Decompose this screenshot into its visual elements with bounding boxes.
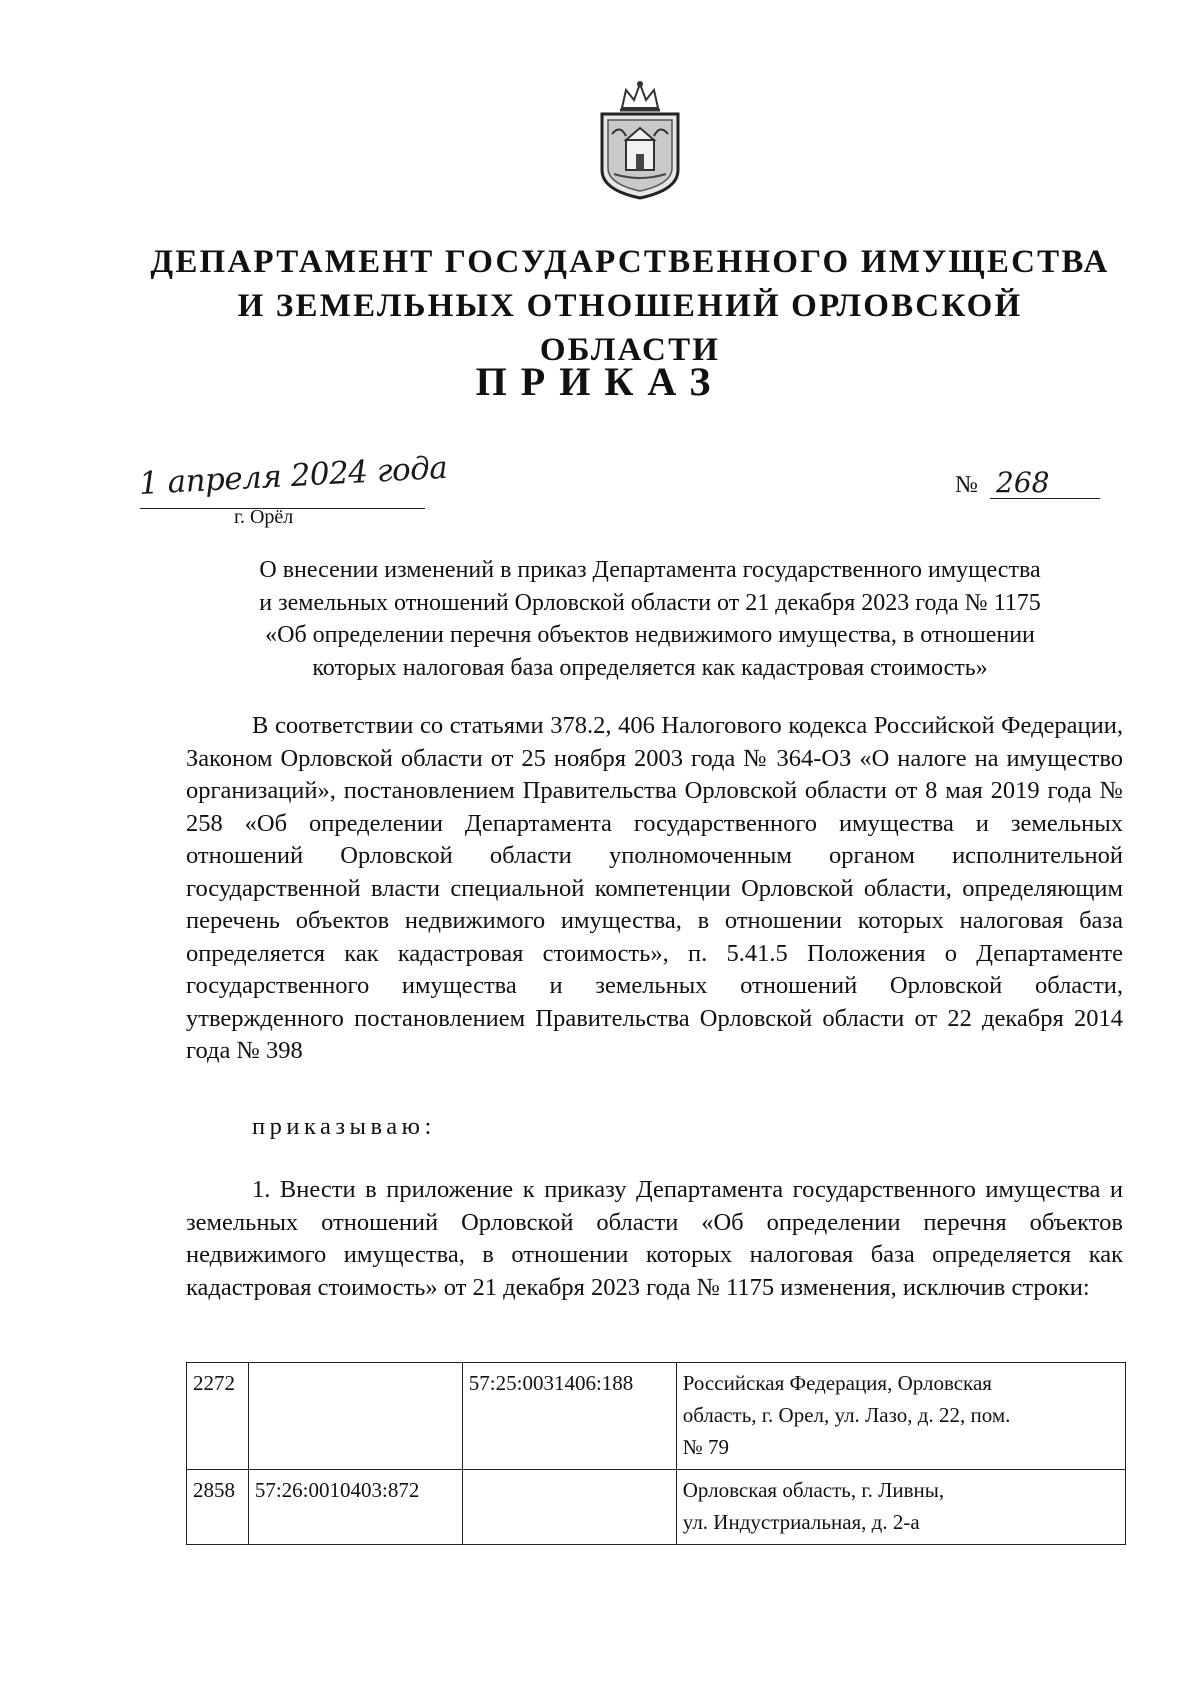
excluded-rows-table — [186, 1362, 1126, 1545]
subject-line: «Об определении перечня объектов недвижимого имущества, в отношении — [265, 622, 1035, 648]
address-line: Орловская область, г. Ливны, — [682, 1478, 945, 1502]
department-name-line2: И ЗЕМЕЛЬНЫХ ОТНОШЕНИЙ ОРЛОВСКОЙ ОБЛАСТИ — [237, 288, 1023, 368]
subject-line: О внесении изменений в приказ Департамента государственного имущества — [259, 557, 1041, 583]
address-cell — [676, 1363, 1125, 1470]
handwritten-number: 268 — [996, 466, 1050, 499]
point-1-paragraph: 1. Внести в приложение к приказу Департамента государственного имущества и земельных отношений Орловской области «Об определении перечня объектов недвижимого имущества, в отношении которых налоговая база определяется как кадастровая стоимость» от 21 декабря 2023 года № 1175 изменения, исключив строки: — [186, 1176, 1123, 1301]
address-line: Российская Федерация, Орловская — [682, 1371, 992, 1395]
table-row — [187, 1363, 1126, 1470]
building-cadastral-cell — [248, 1363, 462, 1470]
premise-cadastral-cell: 57:25:0031406:188 — [462, 1363, 676, 1470]
document-type-title: ПРИКАЗ — [475, 359, 725, 404]
address-line: область, г. Орел, ул. Лазо, д. 22, пом. — [682, 1403, 1011, 1427]
department-name-line1: ДЕПАРТАМЕНТ ГОСУДАРСТВЕННОГО ИМУЩЕСТВА — [150, 244, 1110, 280]
address-cell — [676, 1470, 1125, 1545]
subject-line: и земельных отношений Орловской области от 21 декабря 2023 года № 1175 — [259, 589, 1041, 616]
order-subject — [170, 554, 1130, 684]
premise-cadastral-cell — [462, 1470, 676, 1545]
subject-line: которых налоговая база определяется как кадастровая стоимость» — [312, 654, 988, 681]
city-label: г. Орёл — [234, 506, 294, 528]
address-line: № 79 — [682, 1435, 730, 1459]
table-row — [187, 1470, 1126, 1545]
preamble-paragraph: В соответствии со статьями 378.2, 406 Налогового кодекса Российской Федерации, Законом Орловской области от 25 ноября 2003 года № 364-ОЗ «О налоге на имущество организаций», постановлением Правительства Орловской области от 8 мая 2019 года № 258 «Об определении Департамента государственного имущества и земельных отношений Орловской области уполномоченным органом исполнительной государственной власти специальной компетенции Орловской области, определяющим перечень объектов недвижимого имущества, в отношении которых налоговая база определяется как кадастровая стоимость», п. 5.41.5 Положения о Департаменте государственного имущества и земельных отношений Орловской области, утвержденного постановлением Правительства Орловской области от 22 декабря 2014 года № 398 — [186, 712, 1123, 1064]
handwritten-date: 1 апреля 2024 года — [138, 449, 449, 502]
address-line: ул. Индустриальная, д. 2-а — [682, 1510, 920, 1534]
coat-of-arms-icon — [592, 78, 688, 202]
department-name — [150, 240, 1110, 372]
order-word: приказываю: — [252, 1113, 436, 1140]
row-number-cell: 2858 — [187, 1470, 249, 1545]
row-number-cell: 2272 — [187, 1363, 249, 1470]
number-label: № — [955, 472, 978, 498]
building-cadastral-cell: 57:26:0010403:872 — [248, 1470, 462, 1545]
